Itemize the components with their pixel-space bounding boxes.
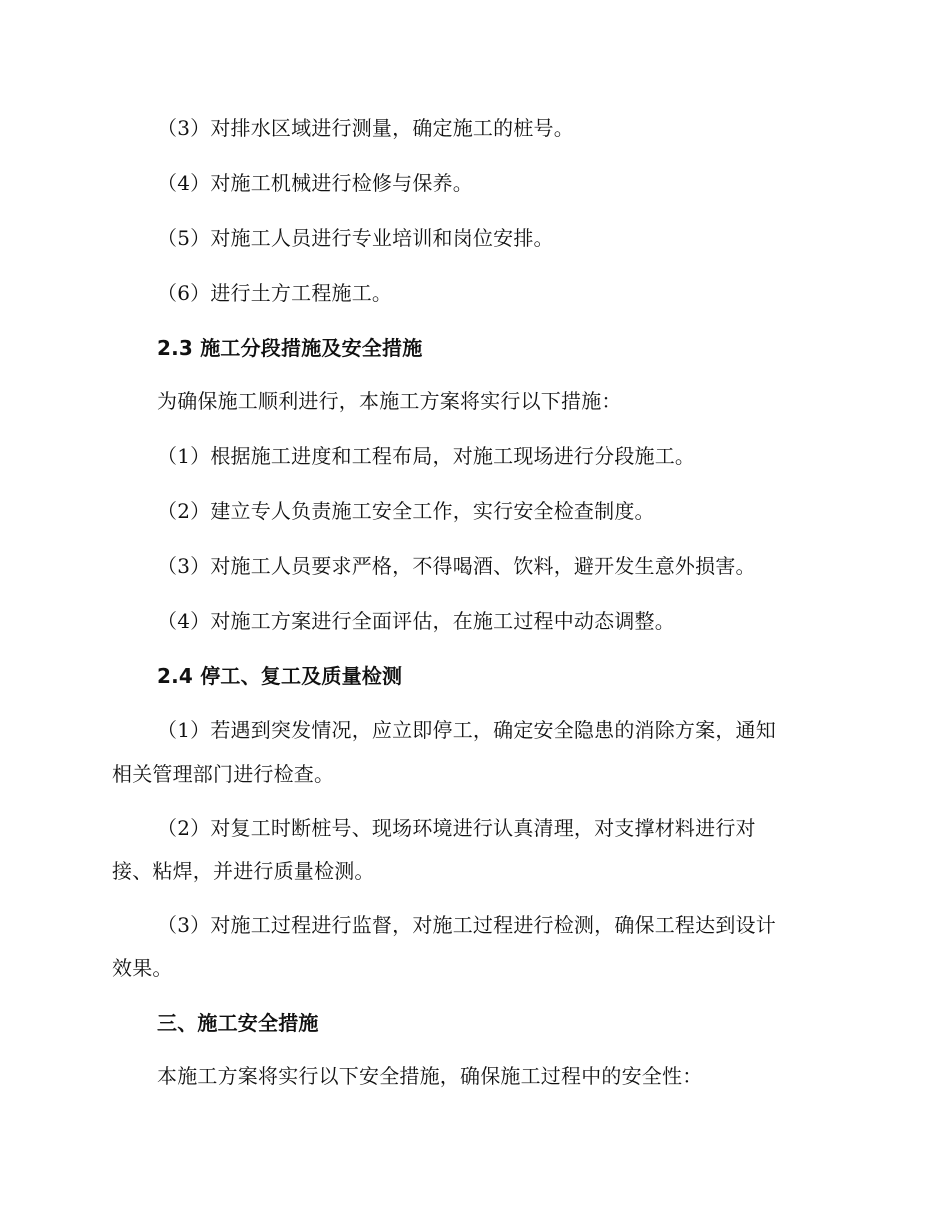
list-item: （1）根据施工进度和工程布局，对施工现场进行分段施工。 (157, 444, 696, 468)
paragraph-line: 相关管理部门进行检查。 (112, 762, 335, 786)
section-heading-2-3: 2.3 施工分段措施及安全措施 (157, 336, 423, 360)
paragraph-line: 效果。 (112, 956, 173, 980)
list-item: （2）建立专人负责施工安全工作，实行安全检查制度。 (157, 499, 655, 523)
section-heading-2-4: 2.4 停工、复工及质量检测 (157, 664, 403, 688)
section-intro: 为确保施工顺利进行，本施工方案将实行以下措施： (157, 389, 622, 413)
list-item: （3）对施工人员要求严格，不得喝酒、饮料，避开发生意外损害。 (157, 554, 756, 578)
paragraph-line: （3）对施工过程进行监督，对施工过程进行检测，确保工程达到设计 (157, 913, 776, 937)
list-item: （4）对施工方案进行全面评估，在施工过程中动态调整。 (157, 609, 675, 633)
paragraph-line: （2）对复工时断桩号、现场环境进行认真清理，对支撑材料进行对 (157, 816, 756, 840)
paragraph-line: （1）若遇到突发情况，应立即停工，确定安全隐患的消除方案，通知 (157, 718, 776, 742)
section-heading-3: 三、施工安全措施 (157, 1011, 319, 1035)
list-item: （4）对施工机械进行检修与保养。 (157, 171, 473, 195)
list-item: （5）对施工人员进行专业培训和岗位安排。 (157, 226, 554, 250)
paragraph-line: 接、粘焊，并进行质量检测。 (112, 859, 375, 883)
list-item: （6）进行土方工程施工。 (157, 281, 393, 305)
list-item: （3）对排水区域进行测量，确定施工的桩号。 (157, 116, 574, 140)
section-intro: 本施工方案将实行以下安全措施，确保施工过程中的安全性： (157, 1064, 703, 1088)
